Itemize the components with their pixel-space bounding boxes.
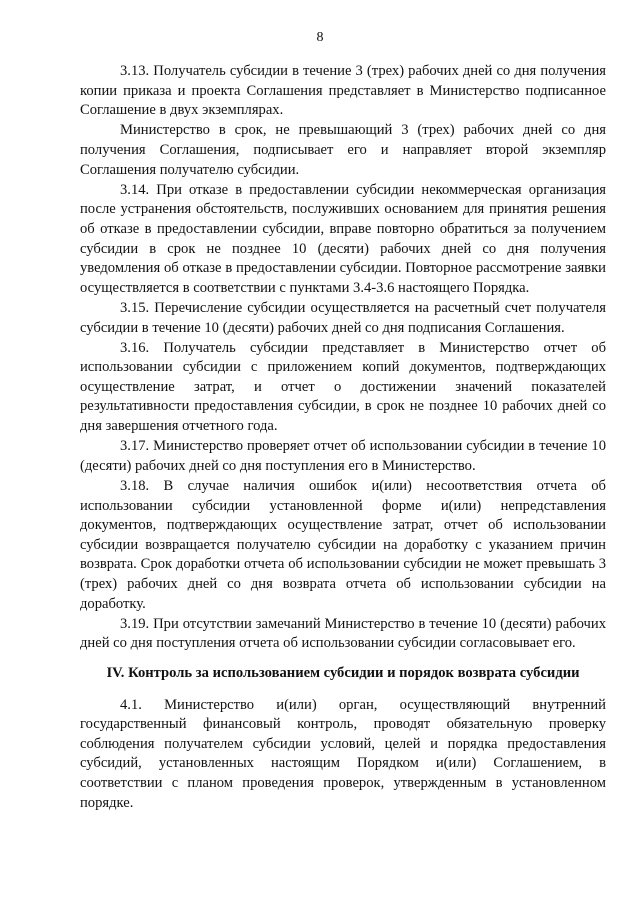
paragraph-3-17: 3.17. Министерство проверяет отчет об использовании субсидии в течение 10 (десяти) рабочих дней со дня поступления его в Министерство. xyxy=(80,438,606,474)
document-body xyxy=(80,62,606,814)
paragraph-3-13: 3.13. Получатель субсидии в течение 3 (трех) рабочих дней со дня получения копии приказа и проекта Соглашения представляет в Министерство подписанное Соглашение в двух экземплярах. xyxy=(80,63,606,119)
paragraph-3-14: 3.14. При отказе в предоставлении субсидии некоммерческая организация после устранения обстоятельств, послуживших основанием для принятия решения об отказе в предоставлении субсидии, вправе повторно обратиться за получением субсидии в срок не позднее 10 (десяти) рабочих дней со дня получения уведомления об отказе в предоставлении субсидии. Повторное рассмотрение заявки осуществляется в соответствии с пунктами 3.4-3.6 настоящего Порядка. xyxy=(80,181,606,296)
page-number: 8 xyxy=(316,30,324,45)
paragraph-3-19: 3.19. При отсутствии замечаний Министерство в течение 10 (десяти) рабочих дней со дня поступления отчета об использовании субсидии согласовывает его. xyxy=(80,615,606,652)
paragraph-3-16: 3.16. Получатель субсидии представляет в Министерство отчет об использовании субсидии с приложением копий документов, подтверждающих осуществление затрат, и отчет о достижении значений показателей результативности предоставления субсидии, в срок не позднее 10 рабочих дней со дня завершения отчетного года. xyxy=(80,339,606,435)
paragraph-4-1: 4.1. Министерство и(или) орган, осуществляющий внутренний государственный финансовый контроль, проводят обязательную проверку соблюдения получателем субсидии условий, целей и порядка предоставления субсидий, установленных настоящим Порядком и(или) Соглашением, в соответствии с планом проведения проверок, утвержденным в установленном порядке. xyxy=(80,696,606,811)
paragraph-3-13-continued: Министерство в срок, не превышающий 3 (трех) рабочих дней со дня получения Соглашения, подписывает его и направляет второй экземпляр Соглашения получателю субсидии. xyxy=(80,122,606,178)
section-heading: IV. Контроль за использованием субсидии и порядок возврата субсидии xyxy=(106,664,580,681)
paragraph-3-15: 3.15. Перечисление субсидии осуществляется на расчетный счет получателя субсидии в течение 10 (десяти) рабочих дней со дня подписания Соглашения. xyxy=(80,299,606,336)
paragraph-3-18: 3.18. В случае наличия ошибок и(или) несоответствия отчета об использовании субсидии установленной форме и(или) непредставления документов, подтверждающих осуществление затрат, отчет об использовании субсидии возвращается получателю субсидии на доработку с указанием причин возврата. Срок доработки отчета об использовании субсидии не может превышать 3 (трех) рабочих дней со дня возврата отчета об использовании субсидии на доработку. xyxy=(80,478,606,612)
